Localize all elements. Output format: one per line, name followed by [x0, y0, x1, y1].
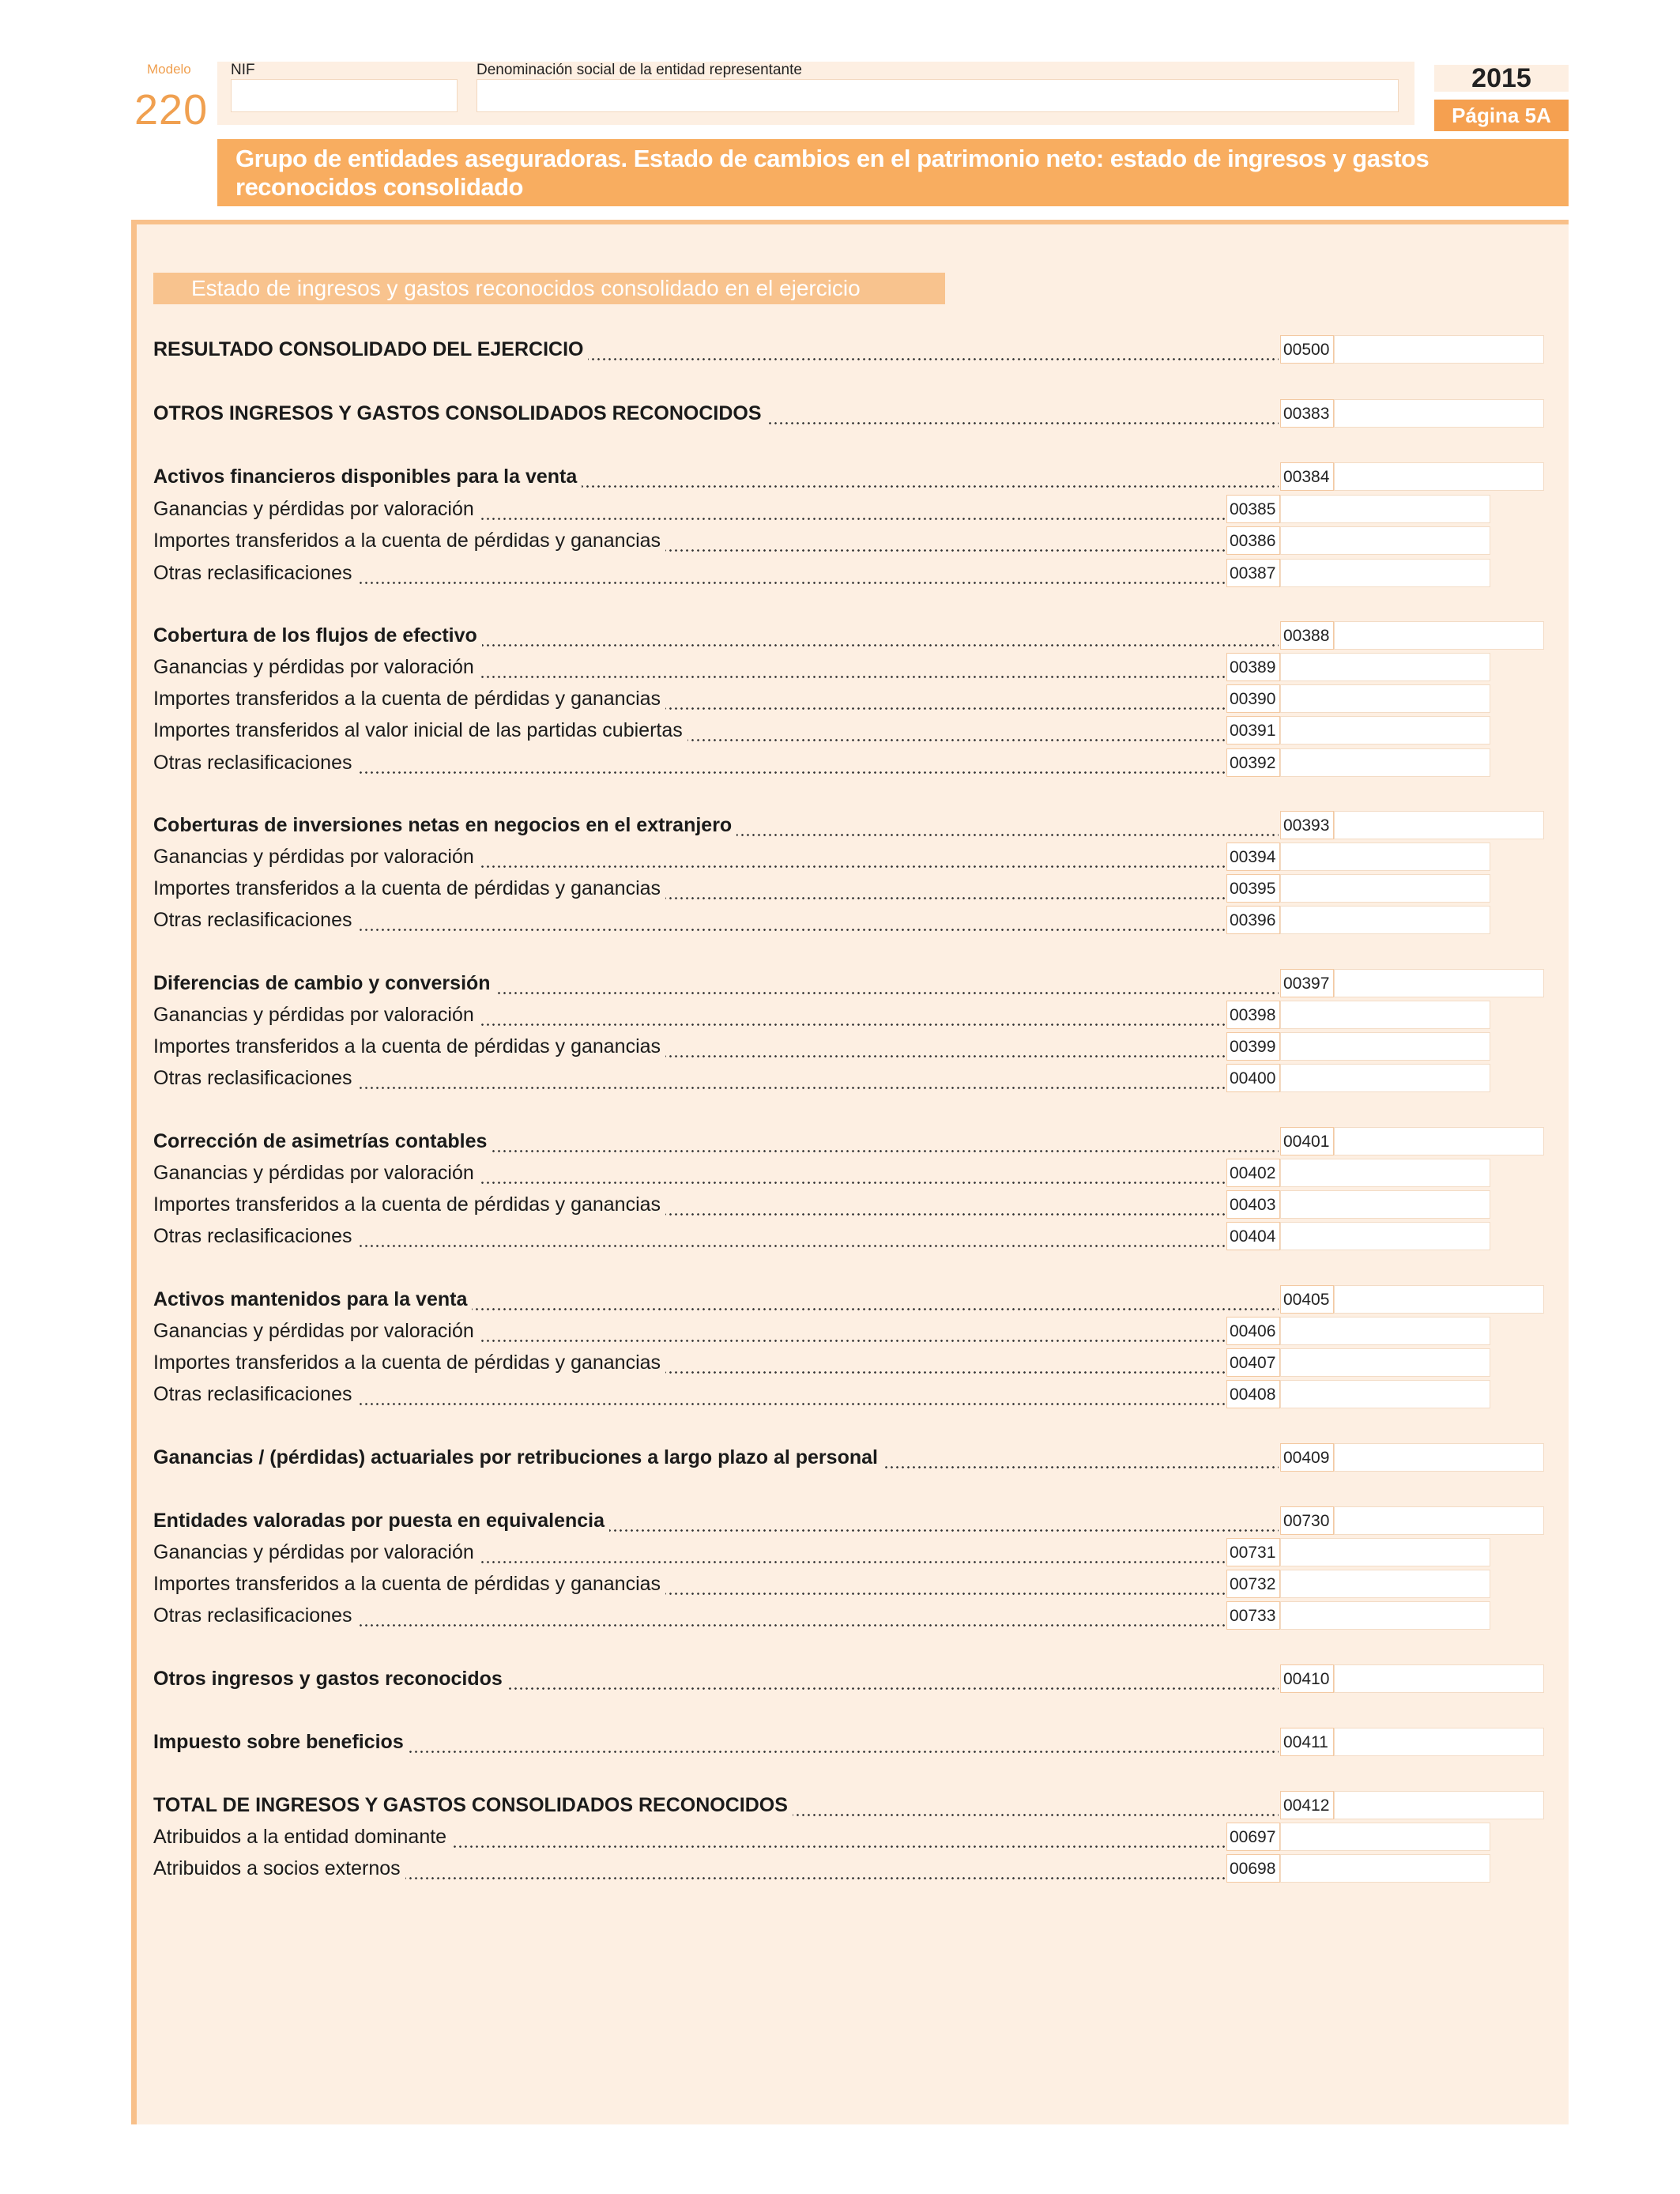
amount-field[interactable]: [1280, 1032, 1490, 1061]
box-code: 00730: [1280, 1506, 1334, 1535]
row-label: [153, 1001, 1225, 1029]
form-row: [153, 1032, 1490, 1061]
row-label-text: Atribuidos a socios externos: [153, 1857, 405, 1879]
row-label: [153, 1601, 1225, 1630]
row-label-text: Otras reclasificaciones: [153, 1225, 356, 1247]
amount-field[interactable]: [1280, 716, 1490, 745]
row-label-text: Importes transferidos a la cuenta de pérdidas y ganancias: [153, 877, 665, 899]
amount-field[interactable]: [1280, 1823, 1490, 1851]
amount-field[interactable]: [1334, 1127, 1544, 1155]
amount-field[interactable]: [1280, 495, 1490, 523]
form-row: [153, 653, 1490, 681]
box-code: 00407: [1226, 1348, 1280, 1377]
form-row: [153, 1570, 1490, 1598]
form-row: [153, 462, 1544, 491]
box-code: 00731: [1226, 1538, 1280, 1566]
row-label: [153, 843, 1225, 871]
row-label-text: Importes transferidos a la cuenta de pérdidas y ganancias: [153, 1035, 665, 1057]
amount-field[interactable]: [1280, 1222, 1490, 1250]
row-label: [153, 969, 1279, 997]
form-row: [153, 1001, 1490, 1029]
box-code: 00733: [1226, 1601, 1280, 1630]
row-label-text: Ganancias / (pérdidas) actuariales por retribuciones a largo plazo al personal: [153, 1446, 883, 1468]
row-label-text: Atribuidos a la entidad dominante: [153, 1826, 451, 1848]
row-label: [153, 906, 1225, 934]
form-row: [153, 1380, 1490, 1408]
row-label-text: Importes transferidos a la cuenta de pérdidas y ganancias: [153, 1573, 665, 1595]
modelo-number: 220: [134, 86, 209, 134]
row-label: [153, 653, 1225, 681]
box-code: 00398: [1226, 1001, 1280, 1029]
row-label-text: Importes transferidos a la cuenta de pérdidas y ganancias: [153, 1193, 665, 1216]
row-label-text: Activos mantenidos para la venta: [153, 1288, 472, 1310]
section-header: Estado de ingresos y gastos reconocidos consolidado en el ejercicio: [153, 273, 945, 304]
row-label: [153, 1064, 1225, 1092]
form-row: [153, 1285, 1544, 1314]
row-label: [153, 1222, 1225, 1250]
box-code: 00396: [1226, 906, 1280, 934]
page-title: Grupo de entidades aseguradoras. Estado de cambios en el patrimonio neto: estado de ingresos y gastos reconocidos consolidado: [235, 145, 1430, 201]
row-label-text: Ganancias y pérdidas por valoración: [153, 1162, 479, 1184]
box-code: 00500: [1280, 335, 1334, 364]
row-label-text: OTROS INGRESOS Y GASTOS CONSOLIDADOS RECONOCIDOS: [153, 402, 767, 424]
row-label: [153, 559, 1225, 587]
row-label: [153, 1854, 1225, 1883]
amount-field[interactable]: [1280, 1538, 1490, 1566]
nif-label: NIF: [231, 62, 255, 78]
panel-top-border: [131, 220, 1569, 224]
amount-field[interactable]: [1280, 1570, 1490, 1598]
row-label: [153, 874, 1225, 903]
amount-field[interactable]: [1334, 1791, 1544, 1819]
amount-field[interactable]: [1280, 906, 1490, 934]
denominacion-field[interactable]: [477, 79, 1399, 112]
amount-field[interactable]: [1280, 1064, 1490, 1092]
row-label: [153, 1032, 1225, 1061]
box-code: 00387: [1226, 559, 1280, 587]
box-code: 00400: [1226, 1064, 1280, 1092]
box-code: 00390: [1226, 684, 1280, 713]
row-label-text: Otras reclasificaciones: [153, 1383, 356, 1405]
form-row: [153, 1823, 1490, 1851]
row-label: [153, 716, 1225, 745]
box-code: 00401: [1280, 1127, 1334, 1155]
form-row: [153, 874, 1490, 903]
form-row: [153, 1443, 1544, 1472]
amount-field[interactable]: [1280, 1601, 1490, 1630]
row-label-text: Ganancias y pérdidas por valoración: [153, 1541, 479, 1563]
box-code: 00403: [1226, 1190, 1280, 1219]
form-row: [153, 1664, 1544, 1693]
form-row: [153, 1854, 1490, 1883]
form-row: [153, 1222, 1490, 1250]
box-code: 00388: [1280, 621, 1334, 650]
row-label: [153, 1190, 1225, 1219]
row-label: [153, 1506, 1279, 1535]
amount-field[interactable]: [1334, 399, 1544, 428]
box-code: 00408: [1226, 1380, 1280, 1408]
row-label-text: Diferencias de cambio y conversión: [153, 972, 495, 994]
row-label: [153, 1317, 1225, 1345]
box-code: 00389: [1226, 653, 1280, 681]
box-code: 00393: [1280, 811, 1334, 839]
box-code: 00391: [1226, 716, 1280, 745]
row-label: [153, 1380, 1225, 1408]
row-label: [153, 1443, 1279, 1472]
form-row: [153, 621, 1544, 650]
row-label: [153, 526, 1225, 555]
form-row: [153, 684, 1490, 713]
form-row: [153, 1064, 1490, 1092]
form-row: [153, 969, 1544, 997]
denominacion-label: Denominación social de la entidad representante: [477, 62, 802, 78]
amount-field[interactable]: [1334, 811, 1544, 839]
row-label: [153, 462, 1279, 491]
row-label-text: Otras reclasificaciones: [153, 562, 356, 584]
amount-field[interactable]: [1280, 748, 1490, 777]
form-row: [153, 559, 1490, 587]
box-code: 00404: [1226, 1222, 1280, 1250]
amount-field[interactable]: [1280, 1001, 1490, 1029]
amount-field[interactable]: [1280, 526, 1490, 555]
amount-field[interactable]: [1280, 1348, 1490, 1377]
row-label: [153, 811, 1279, 839]
amount-field[interactable]: [1280, 874, 1490, 903]
row-label-text: Importes transferidos a la cuenta de pérdidas y ganancias: [153, 1351, 665, 1374]
row-label: [153, 748, 1225, 777]
row-label-text: Importes transferidos a la cuenta de pérdidas y ganancias: [153, 530, 665, 552]
row-label-text: Otras reclasificaciones: [153, 752, 356, 774]
amount-field[interactable]: [1334, 1506, 1544, 1535]
form-row: [153, 716, 1490, 745]
row-label: [153, 621, 1279, 650]
amount-field[interactable]: [1334, 1664, 1544, 1693]
box-code: 00402: [1226, 1159, 1280, 1187]
box-code: 00399: [1226, 1032, 1280, 1061]
amount-field[interactable]: [1280, 559, 1490, 587]
box-code: 00392: [1226, 748, 1280, 777]
row-label-text: Otras reclasificaciones: [153, 909, 356, 931]
amount-field[interactable]: [1334, 1443, 1544, 1472]
nif-field[interactable]: [231, 79, 458, 112]
row-label: [153, 1791, 1279, 1819]
row-label-text: Corrección de asimetrías contables: [153, 1130, 492, 1152]
box-code: 00406: [1226, 1317, 1280, 1345]
row-label-text: Ganancias y pérdidas por valoración: [153, 1320, 479, 1342]
box-code: 00384: [1280, 462, 1334, 491]
form-row: [153, 811, 1544, 839]
row-label: [153, 684, 1225, 713]
form-row: [153, 843, 1490, 871]
box-code: 00698: [1226, 1854, 1280, 1883]
year-label: 2015: [1434, 65, 1569, 92]
amount-field[interactable]: [1280, 1159, 1490, 1187]
row-label-text: Ganancias y pérdidas por valoración: [153, 1004, 479, 1026]
box-code: 00394: [1226, 843, 1280, 871]
row-label: [153, 1348, 1225, 1377]
page-label: Página 5A: [1434, 100, 1569, 131]
form-row: [153, 335, 1544, 364]
box-code: 00386: [1226, 526, 1280, 555]
row-label-text: Coberturas de inversiones netas en negocios en el extranjero: [153, 814, 736, 836]
form-row: [153, 1127, 1544, 1155]
form-row: [153, 1159, 1490, 1187]
row-label-text: Cobertura de los flujos de efectivo: [153, 624, 482, 647]
row-label: [153, 495, 1225, 523]
box-code: 00412: [1280, 1791, 1334, 1819]
row-label: [153, 1538, 1225, 1566]
box-code: 00409: [1280, 1443, 1334, 1472]
amount-field[interactable]: [1280, 1854, 1490, 1883]
row-label-text: Activos financieros disponibles para la venta: [153, 466, 582, 488]
box-code: 00383: [1280, 399, 1334, 428]
row-label-text: Impuesto sobre beneficios: [153, 1731, 409, 1753]
form-row: [153, 399, 1544, 428]
row-label: [153, 1127, 1279, 1155]
row-label-text: Otras reclasificaciones: [153, 1604, 356, 1627]
form-row: [153, 1348, 1490, 1377]
amount-field[interactable]: [1334, 1728, 1544, 1756]
row-label: [153, 399, 1279, 428]
box-code: 00410: [1280, 1664, 1334, 1693]
row-label: [153, 1728, 1279, 1756]
box-code: 00385: [1226, 495, 1280, 523]
form-row: [153, 1190, 1490, 1219]
amount-field[interactable]: [1334, 335, 1544, 364]
form-row: [153, 495, 1490, 523]
modelo-label: Modelo: [147, 62, 191, 77]
amount-field[interactable]: [1280, 1317, 1490, 1345]
box-code: 00732: [1226, 1570, 1280, 1598]
box-code: 00395: [1226, 874, 1280, 903]
row-label-text: Ganancias y pérdidas por valoración: [153, 846, 479, 868]
box-code: 00397: [1280, 969, 1334, 997]
amount-field[interactable]: [1280, 1380, 1490, 1408]
form-row: [153, 748, 1490, 777]
form-row: [153, 1601, 1490, 1630]
row-label: [153, 1159, 1225, 1187]
row-label-text: Importes transferidos a la cuenta de pérdidas y ganancias: [153, 688, 665, 710]
form-row: [153, 1791, 1544, 1819]
row-label-text: Entidades valoradas por puesta en equivalencia: [153, 1510, 609, 1532]
box-code: 00405: [1280, 1285, 1334, 1314]
row-label-text: Otras reclasificaciones: [153, 1067, 356, 1089]
row-label: [153, 1285, 1279, 1314]
row-label: [153, 1823, 1225, 1851]
row-label-text: Otros ingresos y gastos reconocidos: [153, 1668, 507, 1690]
amount-field[interactable]: [1334, 462, 1544, 491]
form-row: [153, 526, 1490, 555]
row-label-text: Ganancias y pérdidas por valoración: [153, 498, 479, 520]
form-row: [153, 1538, 1490, 1566]
form-row: [153, 906, 1490, 934]
panel-left-border: [131, 220, 137, 2124]
form-row: [153, 1728, 1544, 1756]
box-code: 00697: [1226, 1823, 1280, 1851]
amount-field[interactable]: [1280, 653, 1490, 681]
row-label-text: Ganancias y pérdidas por valoración: [153, 656, 479, 678]
amount-field[interactable]: [1334, 1285, 1544, 1314]
box-code: 00411: [1280, 1728, 1334, 1756]
amount-field[interactable]: [1280, 1190, 1490, 1219]
row-label-text: Importes transferidos al valor inicial de las partidas cubiertas: [153, 719, 687, 741]
row-label: [153, 335, 1279, 364]
amount-field[interactable]: [1280, 843, 1490, 871]
row-label-text: TOTAL DE INGRESOS Y GASTOS CONSOLIDADOS RECONOCIDOS: [153, 1794, 793, 1816]
amount-field[interactable]: [1334, 621, 1544, 650]
row-label: [153, 1570, 1225, 1598]
form-row: [153, 1506, 1544, 1535]
amount-field[interactable]: [1280, 684, 1490, 713]
form-row: [153, 1317, 1490, 1345]
row-label-text: RESULTADO CONSOLIDADO DEL EJERCICIO: [153, 338, 588, 360]
amount-field[interactable]: [1334, 969, 1544, 997]
row-label: [153, 1664, 1279, 1693]
